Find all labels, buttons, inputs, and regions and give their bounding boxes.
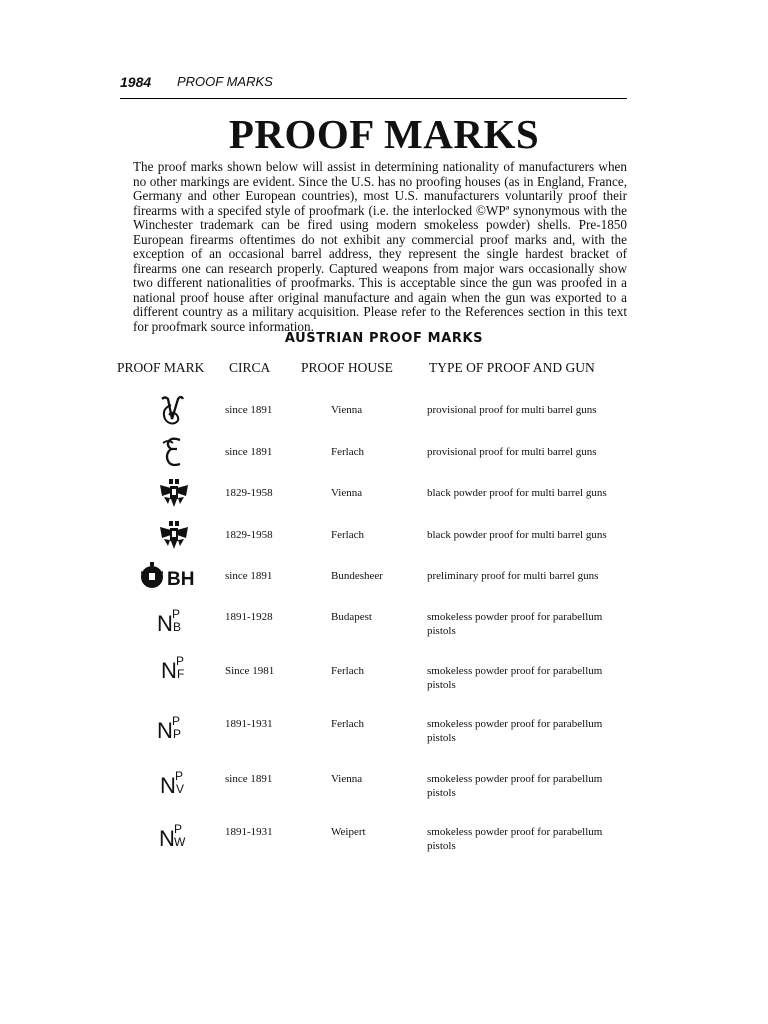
- proof-type-cell: smokeless powder proof for parabellum pistols: [427, 826, 603, 852]
- e-monogram-icon: [135, 435, 215, 471]
- circa-cell: since 1891: [225, 404, 273, 416]
- eagle-crest-icon: [135, 518, 215, 554]
- proof-house-cell: Ferlach: [331, 529, 364, 541]
- proof-type-cell: black powder proof for multi barrel guns: [427, 529, 607, 541]
- proof-house-cell: Budapest: [331, 611, 372, 623]
- proof-house-cell: Weipert: [331, 826, 366, 838]
- circa-cell: 1829-1958: [225, 487, 273, 499]
- proof-house-cell: Bundesheer: [331, 570, 383, 582]
- proof-type-cell: black powder proof for multi barrel guns: [427, 487, 607, 499]
- proof-type-cell: smokeless powder proof for parabellum pistols: [427, 773, 603, 799]
- mark-letter: N: [157, 611, 173, 636]
- proof-type-cell: smokeless powder proof for parabellum pistols: [427, 718, 603, 744]
- proof-house-cell: Ferlach: [331, 665, 364, 677]
- mark-subscript: V: [176, 782, 185, 796]
- mark-subscript: P: [173, 727, 182, 741]
- npf-mark-icon: [135, 652, 215, 688]
- circa-cell: 1891-1931: [225, 826, 273, 838]
- circa-cell: since 1891: [225, 773, 273, 785]
- page-number: 1984: [120, 74, 152, 90]
- section-title: AUSTRIAN PROOF MARKS: [284, 331, 484, 346]
- npp-mark-icon: [135, 708, 215, 744]
- mark-letter: N: [159, 826, 175, 851]
- mark-superscript: P: [172, 714, 181, 728]
- column-header-type: TYPE OF PROOF AND GUN: [429, 360, 595, 375]
- proof-house-cell: Vienna: [331, 773, 363, 785]
- eagle-crest-icon: [135, 476, 215, 512]
- proof-type-cell: provisional proof for multi barrel guns: [427, 404, 597, 416]
- column-header-proof-mark: PROOF MARK: [117, 360, 205, 375]
- proof-type-cell: smokeless powder proof for parabellum pistols: [427, 665, 603, 691]
- mark-letter: N: [161, 658, 177, 683]
- circa-cell: Since 1981: [225, 665, 275, 677]
- circa-cell: 1891-1928: [225, 611, 273, 623]
- proof-house-cell: Ferlach: [331, 718, 364, 730]
- v-monogram-icon: [135, 393, 215, 429]
- mark-superscript: P: [172, 607, 181, 621]
- proof-house-cell: Vienna: [331, 487, 363, 499]
- eagle-bh-icon: [135, 559, 215, 595]
- proof-type-cell: provisional proof for multi barrel guns: [427, 446, 597, 458]
- mark-subscript: W: [174, 835, 186, 849]
- mark-subscript: B: [173, 620, 182, 634]
- column-header-circa: CIRCA: [229, 360, 271, 375]
- proof-type-cell: preliminary proof for multi barrel guns: [427, 570, 599, 582]
- page-header: [120, 72, 627, 99]
- proof-type-cell: smokeless powder proof for parabellum pistols: [427, 611, 603, 637]
- mark-superscript: P: [176, 654, 185, 668]
- mark-superscript: P: [175, 769, 184, 783]
- mark-subscript: F: [177, 667, 185, 681]
- circa-cell: 1829-1958: [225, 529, 273, 541]
- mark-superscript: P: [174, 822, 183, 836]
- mark-letter: N: [157, 718, 173, 743]
- page-title: PROOF MARKS: [228, 111, 540, 157]
- proof-house-cell: Ferlach: [331, 446, 364, 458]
- running-title: PROOF MARKS: [177, 74, 273, 89]
- proof-house-cell: Vienna: [331, 404, 363, 416]
- column-header-proof-house: PROOF HOUSE: [301, 360, 393, 375]
- circa-cell: 1891-1931: [225, 718, 273, 730]
- intro-paragraph: The proof marks shown below will assist in determining nationality of manufacturers when no other markings are evident. Since the U.S. has no proofing houses (as in England, France, Germany and other European countries), most U.S. manufacturers voluntarily proof their firearms with a specifed style of proofmark (i.e. the interlocked ©WPª synonymous with the Winchester trademark can be fired using modern smokeless powder) shells. Pre-1850 European firearms oftentimes do not exhibit any commercial proof marks and, with the exception of an occasional barrel address, they represent the single hardest bracket of firearms one can research properly. Captured weapons from major wars occasionally show two different nationalities of proofmarks. This is acceptable since the gun was proofed in a national proof house after original manufacture and again when the gun was exported to a different country as a military acquisition. Please refer to the References section in this text for proofmark source information.: [133, 159, 627, 334]
- circa-cell: since 1891: [225, 446, 273, 458]
- npw-mark-icon: [135, 816, 215, 852]
- mark-letter: N: [160, 773, 176, 798]
- npb-mark-icon: [135, 601, 215, 637]
- circa-cell: since 1891: [225, 570, 273, 582]
- mark-text: BH: [167, 569, 195, 590]
- npv-mark-icon: [135, 763, 215, 799]
